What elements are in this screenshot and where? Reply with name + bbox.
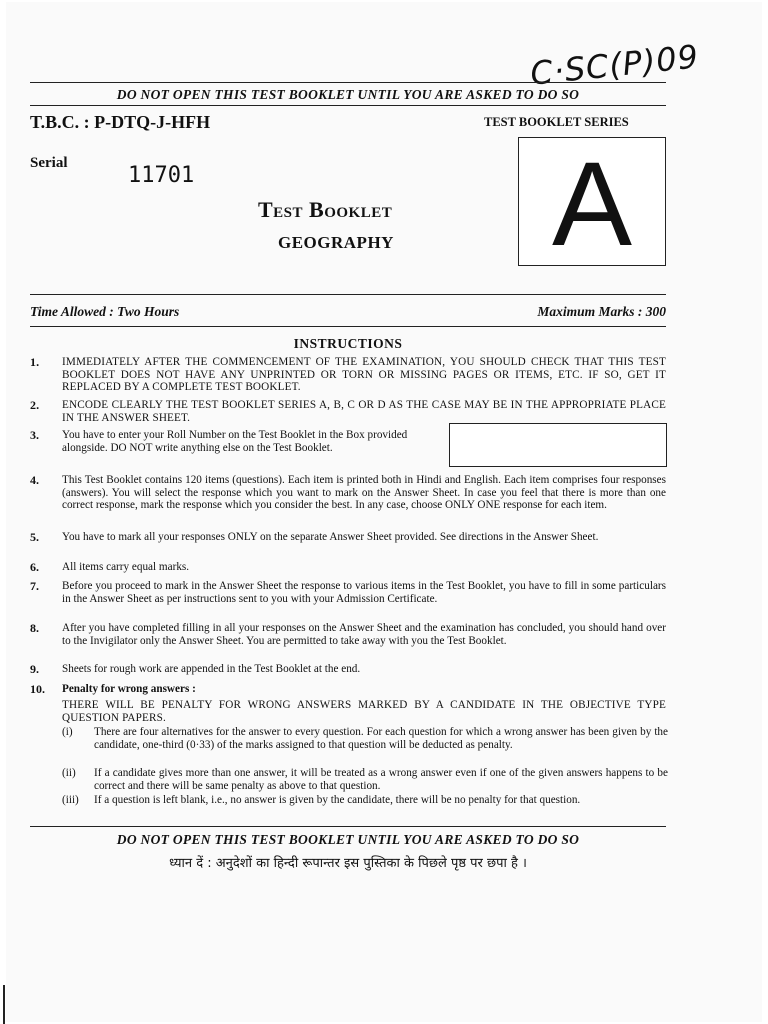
instruction-item	[30, 683, 666, 696]
instruction-number: 8.	[30, 621, 39, 635]
top-banner-rule	[30, 105, 666, 106]
instruction-text: After you have completed filling in all your responses on the Answer Sheet and the examination has concluded, you should hand over to the Invigilator only the Answer Sheet. You are permitted to take away with you the Test Booklet.	[62, 622, 666, 647]
top-rule	[30, 82, 666, 83]
tbc-code: T.B.C. : P-DTQ-J-HFH	[30, 112, 211, 132]
instruction-text: You have to mark all your responses ONLY on the separate Answer Sheet provided. See directions in the Answer Sheet.	[62, 531, 599, 543]
instruction-text: All items carry equal marks.	[62, 561, 190, 573]
penalty-point-text: There are four alternatives for the answer to every question. For each question for which a wrong answer has been given by the candidate, one-third (0·33) of the marks assigned to that question will be deducted as penalty.	[94, 726, 668, 751]
time-rule-top	[30, 294, 666, 295]
instruction-text: You have to enter your Roll Number on the Test Booklet in the Box provided alongside. DO NOT write anything else on the Test Booklet.	[62, 429, 408, 454]
instruction-item	[30, 356, 666, 394]
instruction-number: 1.	[30, 355, 40, 369]
hindi-note: ध्यान दें : अनुदेशों का हिन्दी रूपान्तर इस पुस्तिका के पिछले पृष्ठ पर छपा है ।	[169, 856, 527, 871]
penalty-point-text: If a question is left blank, i.e., no answer is given by the candidate, there will be no penalty for that question.	[94, 794, 581, 806]
instruction-item	[30, 429, 430, 454]
top-banner: DO NOT OPEN THIS TEST BOOKLET UNTIL YOU ARE ASKED TO DO SO	[116, 87, 580, 102]
instruction-number: 5.	[30, 530, 39, 544]
instruction-number: 10.	[30, 682, 45, 696]
instruction-text: Sheets for rough work are appended in the Test Booklet at the end.	[62, 663, 361, 675]
instruction-item	[30, 622, 666, 647]
instruction-item	[30, 580, 666, 605]
instruction-item	[30, 531, 666, 544]
instruction-number: 7.	[30, 579, 39, 593]
penalty-intro: THERE WILL BE PENALTY FOR WRONG ANSWERS MARKED BY A CANDIDATE IN THE OBJECTIVE TYPE QUESTION PAPERS.	[62, 699, 666, 724]
series-box	[518, 136, 666, 271]
instruction-number: 3.	[30, 428, 39, 442]
penalty-point-number: (i)	[62, 726, 73, 738]
penalty-point-text: If a candidate gives more than one answer, it will be treated as a wrong answer even if one of the given answers happens to be correct and there will be same penalty as above to that question.	[94, 767, 668, 792]
penalty-point	[62, 726, 668, 751]
penalty-heading: Penalty for wrong answers :	[62, 683, 196, 695]
instruction-item	[30, 561, 666, 574]
instruction-item	[30, 663, 666, 676]
scan-edge	[3, 985, 5, 1024]
instruction-number: 6.	[30, 560, 39, 574]
maximum-marks: Maximum Marks : 300	[537, 304, 666, 319]
bottom-banner: DO NOT OPEN THIS TEST BOOKLET UNTIL YOU ARE ASKED TO DO SO	[116, 832, 580, 847]
penalty-point-number: (ii)	[62, 767, 76, 779]
instructions-heading: INSTRUCTIONS	[293, 336, 403, 351]
instruction-text: Before you proceed to mark in the Answer Sheet the response to various items in the Test Booklet, you have to fill in some particulars in the Answer Sheet as per instructions sent to you with your Admission Certificate.	[62, 580, 666, 605]
instruction-text: IMMEDIATELY AFTER THE COMMENCEMENT OF THE EXAMINATION, YOU SHOULD CHECK THAT THIS TEST BOOKLET DOES NOT HAVE ANY UNPRINTED OR TORN OR MISSING PAGES OR ITEMS, ETC. IF SO, GET IT REPLACED BY A COMPLETE TEST BOOKLET.	[62, 356, 666, 394]
subject-title: GEOGRAPHY	[278, 233, 394, 252]
instruction-number: 9.	[30, 662, 39, 676]
instruction-text: This Test Booklet contains 120 items (questions). Each item is printed both in Hindi and English. Each item comprises four responses (answers). You will select the response which you want to mark on the Answer Sheet. In case you feel that there is more than one correct response, mark the response which you consider the best. In any case, choose ONLY ONE response for each item.	[62, 474, 666, 512]
instruction-number: 2.	[30, 398, 40, 412]
time-rule-bottom	[30, 326, 666, 327]
serial-label: Serial	[30, 155, 68, 171]
instruction-text: ENCODE CLEARLY THE TEST BOOKLET SERIES A, B, C OR D AS THE CASE MAY BE IN THE APPROPRIATE PLACE IN THE ANSWER SHEET.	[62, 399, 666, 424]
penalty-intro-block	[30, 699, 666, 724]
handwritten-note: C·SC(P)09	[528, 37, 701, 93]
time-allowed: Time Allowed : Two Hours	[30, 304, 180, 319]
instruction-number: 4.	[30, 473, 39, 487]
penalty-point	[62, 794, 668, 807]
roll-number-box[interactable]	[449, 423, 667, 467]
serial-number: 11701	[128, 163, 195, 188]
booklet-title: Test Booklet	[258, 197, 393, 222]
instruction-item	[30, 399, 666, 424]
penalty-point	[62, 767, 668, 792]
instruction-item	[30, 474, 666, 512]
penalty-point-number: (iii)	[62, 794, 79, 806]
bottom-rule	[30, 826, 666, 827]
series-letter: A	[551, 136, 633, 271]
series-label: TEST BOOKLET SERIES	[484, 115, 629, 129]
